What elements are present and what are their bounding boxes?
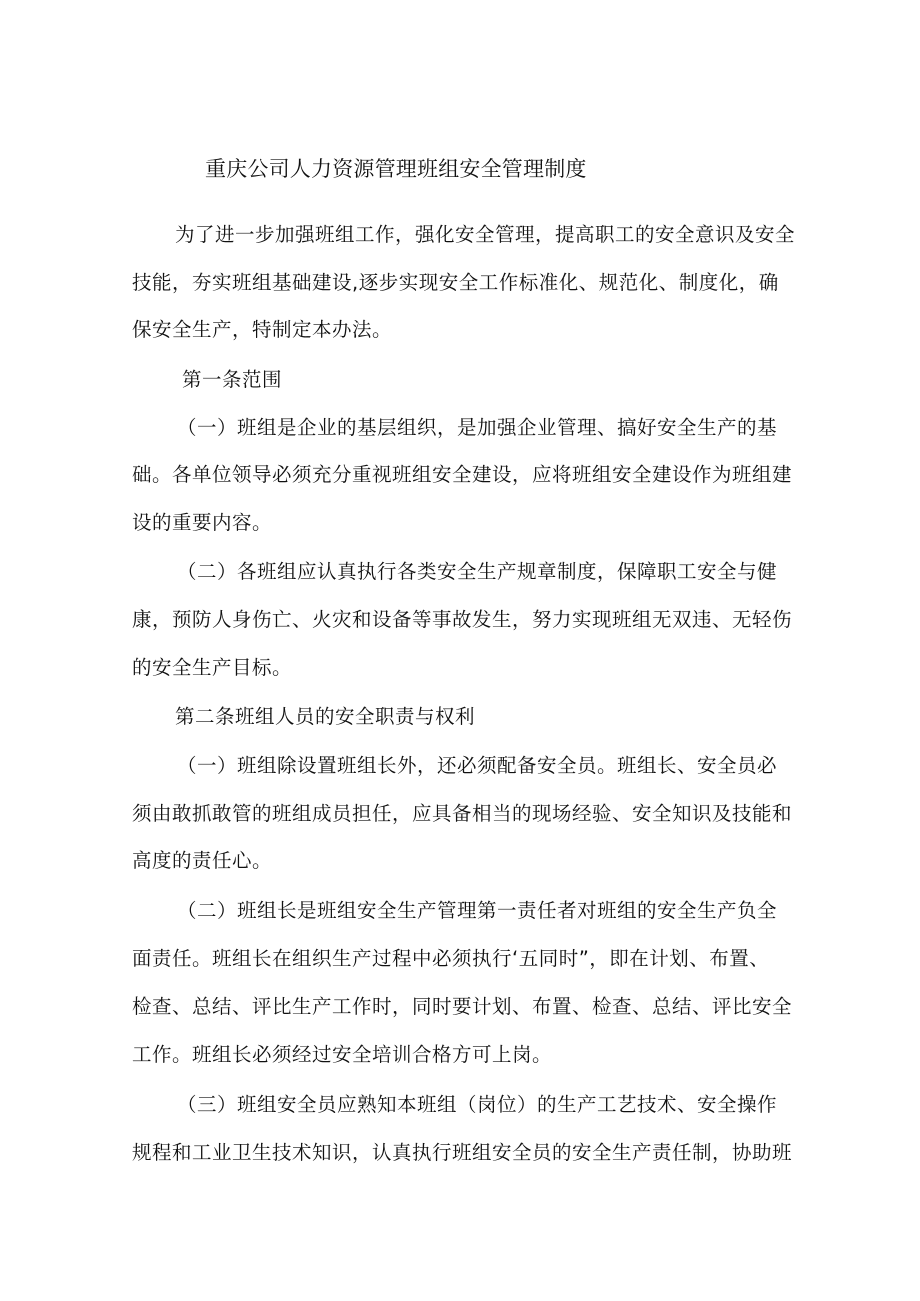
text-line: （二）班组长是班组安全生产管理第一责任者对班组的安全生产负全 xyxy=(177,899,778,922)
text-line: 为了进一步加强班组工作，强化安全管理，提高职工的安全意识及安全 xyxy=(175,223,796,246)
text-line: 规程和工业卫生技术知识，认真执行班组安全员的安全生产责任制，协助班 xyxy=(132,1141,793,1164)
text-line: 须由敢抓敢管的班组成员担任，应具备相当的现场经验、安全知识及技能和 xyxy=(132,802,793,825)
text-line: 高度的责任心。 xyxy=(132,849,273,872)
text-line: 面责任。班组长在组织生产过程中必须执行‘五同时”，即在计划、布置、 xyxy=(132,947,770,970)
text-line: 康，预防人身伤亡、火灾和设备等事故发生，努力实现班组无双违、无轻伤 xyxy=(132,608,793,631)
text-line: 保安全生产，特制定本办法。 xyxy=(132,318,393,341)
text-line: 技能，夯实班组基础建设,逐步实现安全工作标准化、规范化、制度化，确 xyxy=(132,271,779,294)
text-line: 础。各单位领导必须充分重视班组安全建设，应将班组安全建设作为班组建 xyxy=(132,463,793,486)
section-heading: 第二条班组人员的安全职责与权利 xyxy=(175,705,476,728)
text-line: 设的重要内容。 xyxy=(132,511,273,534)
text-line: 工作。班组长必须经过安全培训合格方可上岗。 xyxy=(132,1043,553,1066)
text-line: （一）班组是企业的基层组织，是加强企业管理、搞好安全生产的基 xyxy=(177,416,778,439)
text-line: （二）各班组应认真执行各类安全生产规章制度，保障职工安全与健 xyxy=(177,560,778,583)
text-line: 检查、总结、评比生产工作时，同时要计划、布置、检查、总结、评比安全 xyxy=(132,995,793,1018)
text-line: （一）班组除设置班组长外，还必须配备安全员。班组长、安全员必 xyxy=(177,754,778,777)
section-heading: 第一条范围 xyxy=(182,368,283,391)
text-line: （三）班组安全员应熟知本班组（岗位）的生产工艺技术、安全操作 xyxy=(177,1093,778,1116)
text-line: 的安全生产目标。 xyxy=(132,656,293,679)
document-title: 重庆公司人力资源管理班组安全管理制度 xyxy=(205,157,587,181)
